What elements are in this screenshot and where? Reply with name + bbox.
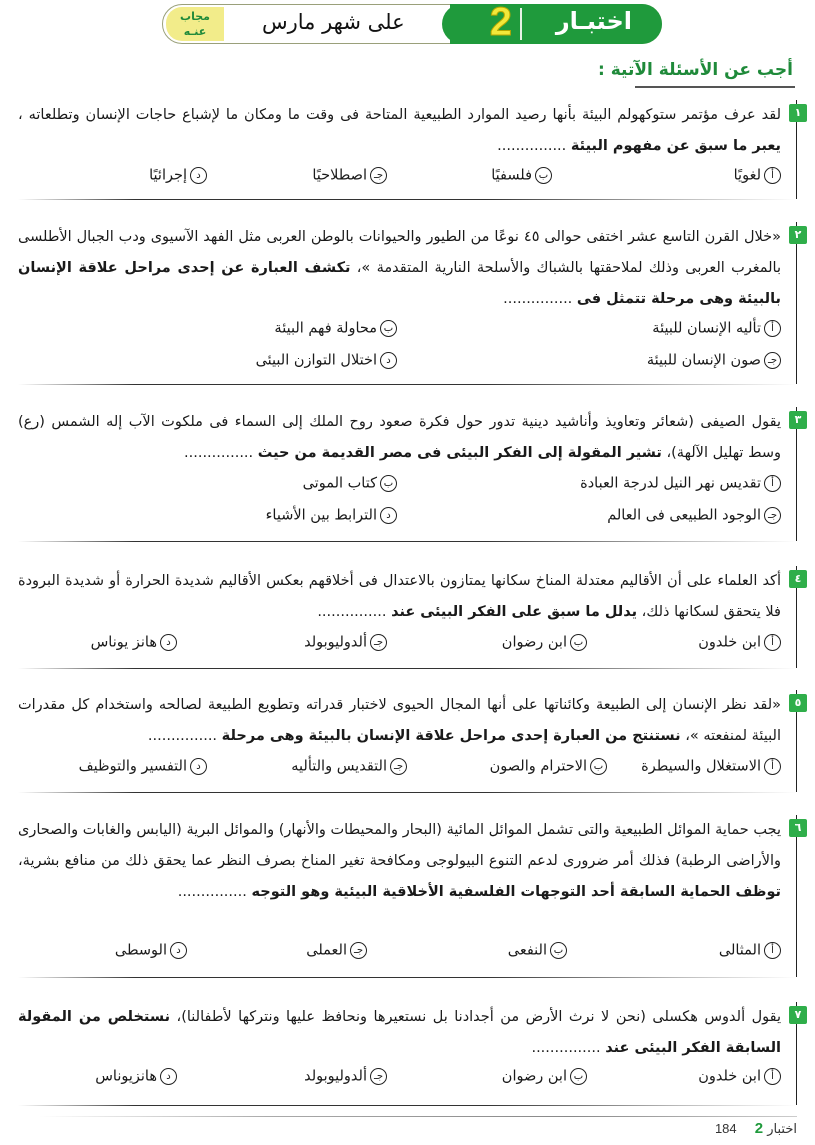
- answer-blank: ...............: [184, 445, 258, 461]
- option-b[interactable]: [502, 634, 587, 651]
- option-letter: د: [190, 167, 207, 184]
- option-letter: جـ: [764, 507, 781, 524]
- option-c[interactable]: [304, 634, 387, 651]
- question-divider: [18, 1105, 797, 1107]
- option-letter: أ: [764, 634, 781, 651]
- option-d[interactable]: [149, 167, 207, 184]
- option-letter: د: [160, 634, 177, 651]
- option-letter: د: [380, 507, 397, 524]
- option-a[interactable]: [641, 758, 781, 775]
- instruction-underline: [635, 86, 795, 88]
- option-c[interactable]: [647, 352, 781, 369]
- question-divider: [18, 977, 797, 979]
- option-letter: د: [380, 352, 397, 369]
- question-stem: يقول ألدوس هكسلى (نحن لا نرث الأرض من أجدادنا بل نستعيرها ونحافظ عليها ونتركها لأطفالنا)،: [170, 1009, 782, 1025]
- option-letter: جـ: [370, 167, 387, 184]
- question-prompt: نستخلص من المقولة السابقة الفكر البيئى عند: [18, 1009, 781, 1056]
- option-text: صون الإنسان للبيئة: [646, 352, 761, 369]
- option-text: تأليه الإنسان للبيئة: [652, 320, 761, 337]
- page-footer: [715, 1120, 797, 1137]
- question-6: [18, 815, 802, 978]
- answer-blank: ...............: [317, 604, 392, 620]
- option-letter: ب: [380, 475, 397, 492]
- option-letter: ب: [535, 167, 552, 184]
- option-text: ابن رضوان: [501, 1068, 567, 1085]
- option-letter: ب: [380, 320, 397, 337]
- option-c[interactable]: [306, 942, 367, 959]
- question-stem: أكد العلماء على أن الأقاليم معتدلة المناخ سكانها يمتازون بالاعتدال فى أخلاقهم بعكس الأقاليم شديدة الحرارة أو شديدة البرودة فلا يتحقق لسكانها ذلك،: [18, 573, 781, 620]
- test-subtitle: على شهر مارس: [262, 10, 405, 34]
- question-number-badge: ٥: [789, 694, 807, 712]
- option-letter: أ: [764, 1068, 781, 1085]
- option-text: الاستغلال والسيطرة: [641, 758, 761, 775]
- footer-label: اختبار: [767, 1122, 797, 1137]
- question-text: [18, 566, 781, 628]
- option-d[interactable]: [79, 758, 207, 775]
- option-d[interactable]: [256, 352, 397, 369]
- option-text: ألدوليوبولد: [304, 1068, 367, 1085]
- option-letter: جـ: [350, 942, 367, 959]
- question-2: [18, 222, 802, 385]
- option-letter: د: [160, 1068, 177, 1085]
- option-c[interactable]: [312, 167, 387, 184]
- option-text: الاحترام والصون: [489, 758, 587, 775]
- question-prompt: يعبر ما سبق عن مفهوم البيئة: [570, 138, 781, 154]
- option-d[interactable]: [115, 942, 187, 959]
- option-letter: أ: [764, 758, 781, 775]
- option-d[interactable]: [95, 1068, 177, 1085]
- question-7: [18, 1002, 802, 1106]
- answer-blank: ...............: [531, 1040, 606, 1056]
- answer-blank: ...............: [503, 291, 577, 307]
- answered-line-2: عنـه: [183, 25, 207, 38]
- option-a[interactable]: [580, 475, 781, 492]
- question-prompt: نستنتج من العبارة إحدى مراحل علاقة الإنسان بالبيئة وهى مرحلة: [221, 728, 681, 744]
- test-number: 2: [489, 0, 512, 44]
- option-a[interactable]: [719, 942, 781, 959]
- question-stem: لقد عرف مؤتمر ستوكهولم البيئة بأنها رصيد الموارد الطبيعية المتاحة فى وقت ما ومكان ما لإشباع حاجات الإنسان وتطلعاته ،: [18, 107, 781, 123]
- question-text: [18, 1002, 781, 1064]
- option-text: الترابط بين الأشياء: [265, 507, 377, 524]
- option-b[interactable]: [502, 1068, 587, 1085]
- question-text: [18, 815, 781, 908]
- option-text: التقديس والتأليه: [291, 758, 387, 775]
- option-text: تقديس نهر النيل لدرجة العبادة: [580, 475, 761, 492]
- option-text: اصطلاحيًا: [312, 167, 367, 184]
- option-letter: ب: [590, 758, 607, 775]
- option-a[interactable]: [652, 320, 781, 337]
- question-text: [18, 690, 781, 752]
- question-5: [18, 690, 802, 793]
- option-text: الوجود الطبيعى فى العالم: [607, 507, 761, 524]
- option-text: لغويًا: [733, 167, 761, 184]
- question-stem: يقول الصيفى (شعائر وتعاويذ وأناشيد دينية تدور حول فكرة صعود روح الملك إلى السماء فى ملكوت الآب إله الشمس (رع) وسط تهليل الآلهة)،: [18, 414, 781, 461]
- question-prompt: يدلل ما سبق على الفكر البيئى عند: [391, 604, 638, 620]
- question-stem: «لقد نظر الإنسان إلى الطبيعة وكائناتها على أنها المجال الحيوى لاختبار قدراته وتطويع الطبيعة لصالحه واستخدام كل مقدرات البيئة لمنفعته »،: [18, 697, 781, 744]
- option-d[interactable]: [266, 507, 397, 524]
- option-letter: ب: [550, 942, 567, 959]
- question-stem: يجب حماية الموائل الطبيعية والتى تشمل الموائل المائية (البحار والمحيطات والأنهار) والموائل البرية (اليابس والغابات والصحارى والأراضى الرطبة) فذلك أمر ضرورى لدعم التنوع البيولوجى ومكافحة تغير المناخ بصرف النظر عما يحقق ذلك من منافع بشرية،: [18, 822, 781, 869]
- option-a[interactable]: [698, 634, 781, 651]
- question-stem: «خلال القرن التاسع عشر اختفى حوالى ٤٥ نوعًا من الطيور والحيوانات بالوطن العربى مثل الفهد الآسيوى ودب الجبال الأطلسى بالمغرب العربى وذلك لملاحقتها بالشباك والأسلحة النارية المتقدمة »،: [18, 229, 782, 276]
- option-b[interactable]: [491, 167, 552, 184]
- option-text: النفعى: [507, 942, 547, 959]
- option-text: فلسفيًا: [491, 167, 532, 184]
- option-c[interactable]: [291, 758, 407, 775]
- question-divider: [18, 541, 797, 543]
- answer-blank: ...............: [147, 728, 222, 744]
- option-b[interactable]: [490, 758, 607, 775]
- answered-line-1: مجاب: [180, 10, 210, 23]
- question-text: [18, 100, 781, 162]
- test-title: اختبـار: [555, 7, 632, 35]
- answer-blank: ...............: [177, 884, 252, 900]
- answered-badge: [166, 7, 224, 41]
- option-text: ابن خلدون: [698, 1068, 761, 1085]
- option-letter: أ: [764, 167, 781, 184]
- question-4: [18, 566, 802, 669]
- question-number-badge: ٧: [789, 1006, 807, 1024]
- question-divider: [18, 792, 797, 794]
- option-c[interactable]: [304, 1068, 387, 1085]
- question-divider: [18, 668, 797, 670]
- option-letter: ب: [570, 1068, 587, 1085]
- question-1: [18, 100, 802, 200]
- question-text: [18, 222, 781, 315]
- footer-test-number: 2: [754, 1120, 764, 1137]
- question-number-badge: ٢: [789, 226, 807, 244]
- option-b[interactable]: [274, 320, 397, 337]
- question-3: [18, 407, 802, 542]
- option-text: هانزيوناس: [95, 1068, 157, 1085]
- option-text: ابن رضوان: [501, 634, 567, 651]
- question-prompt: توظف الحماية السابقة أحد التوجهات الفلسفية الأخلاقية البيئية وهو التوجه: [251, 884, 781, 900]
- option-letter: جـ: [370, 634, 387, 651]
- option-letter: جـ: [764, 352, 781, 369]
- question-number-badge: ١: [789, 104, 807, 122]
- option-text: التفسير والتوظيف: [78, 758, 187, 775]
- option-d[interactable]: [91, 634, 177, 651]
- footer-divider: [40, 1116, 797, 1117]
- option-a[interactable]: [698, 1068, 781, 1085]
- option-a[interactable]: [734, 167, 781, 184]
- option-letter: جـ: [390, 758, 407, 775]
- option-letter: جـ: [370, 1068, 387, 1085]
- question-prompt: تكشف العبارة عن إحدى مراحل علاقة الإنسان بالبيئة وهى مرحلة تتمثل فى: [18, 260, 781, 307]
- option-letter: أ: [764, 320, 781, 337]
- option-text: المثالى: [718, 942, 761, 959]
- option-text: إجرائيًا: [149, 167, 187, 184]
- question-number-badge: ٦: [789, 819, 807, 837]
- option-b[interactable]: [508, 942, 567, 959]
- option-letter: د: [170, 942, 187, 959]
- option-text: الوسطى: [114, 942, 167, 959]
- question-prompt: تشير المقولة إلى الفكر البيئى فى مصر القديمة من حيث: [257, 445, 662, 461]
- question-divider: [18, 199, 797, 201]
- option-b[interactable]: [303, 475, 397, 492]
- option-text: محاولة فهم البيئة: [274, 320, 377, 337]
- header-divider: [520, 8, 522, 40]
- option-text: العملى: [306, 942, 347, 959]
- instruction-heading: أجب عن الأسئلة الآتية :: [598, 60, 793, 80]
- option-letter: ب: [570, 634, 587, 651]
- question-number-badge: ٣: [789, 411, 807, 429]
- page-number: 184: [714, 1121, 737, 1136]
- question-divider: [18, 384, 797, 386]
- option-text: هانز يوناس: [90, 634, 157, 651]
- option-text: اختلال التوازن البيئى: [255, 352, 377, 369]
- question-number-badge: ٤: [789, 570, 807, 588]
- option-c[interactable]: [607, 507, 781, 524]
- option-letter: د: [190, 758, 207, 775]
- test-header: [162, 0, 662, 44]
- option-text: ألدوليوبولد: [304, 634, 367, 651]
- option-letter: أ: [764, 475, 781, 492]
- option-text: ابن خلدون: [698, 634, 761, 651]
- question-text: [18, 407, 781, 469]
- option-letter: أ: [764, 942, 781, 959]
- answer-blank: ...............: [497, 138, 571, 154]
- option-text: كتاب الموتى: [302, 475, 377, 492]
